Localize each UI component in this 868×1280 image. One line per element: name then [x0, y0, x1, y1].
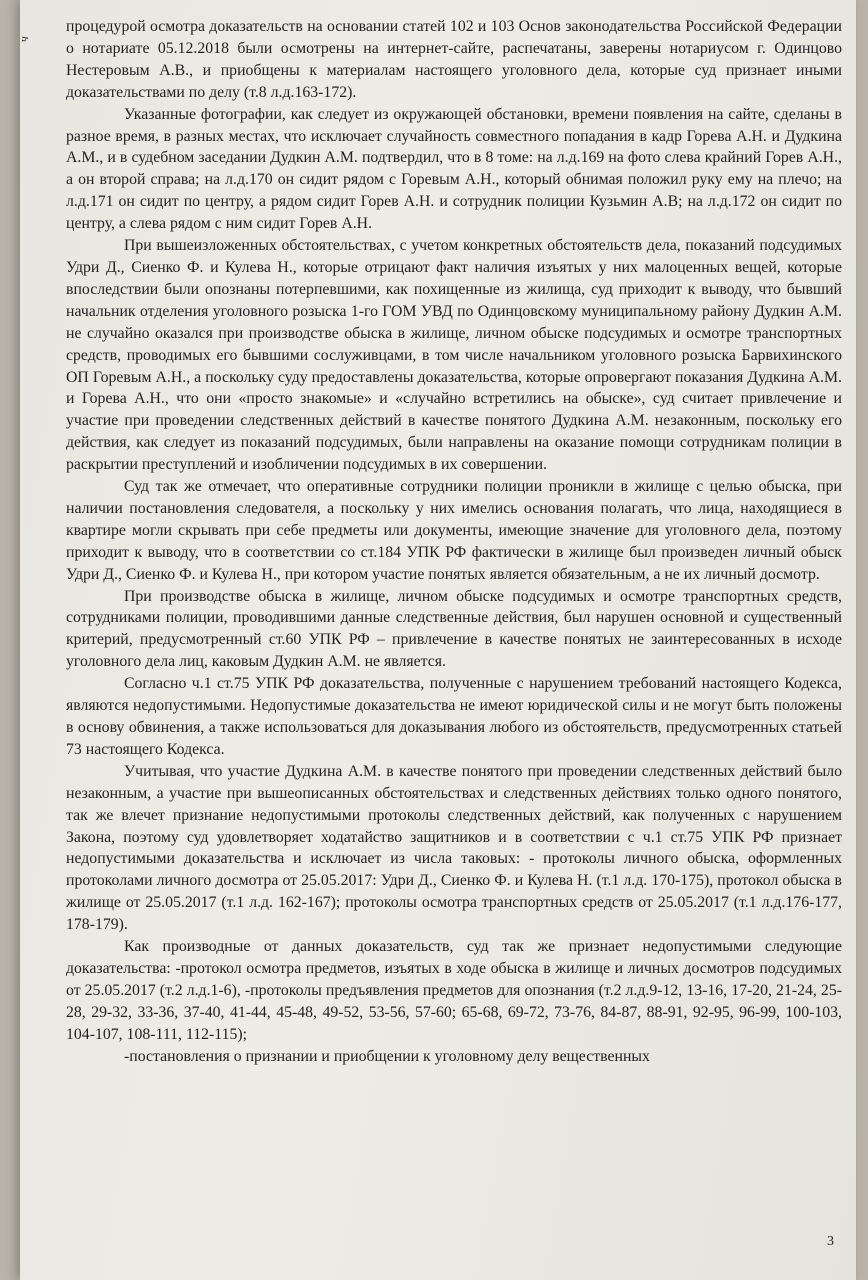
document-page — [16, 0, 856, 1280]
paragraph: Указанные фотографии, как следует из окружающей обстановки, времени появления на сайте, сделаны в разное время, в разных местах, что исключает случайность совместного попадания в кадр Горева А.Н. и Дудкина А.М., и в судебном заседании Дудкин А.М. подтвердил, что в 8 томе: на л.д.169 на фото слева крайний Горев А.Н., а он второй справа; на л.д.170 он сидит рядом с Горевым А.Н., который обнимая положил руку ему на плечо; на л.д.171 он сидит по центру, а рядом сидит Горев А.Н. и сотрудник полиции Кузьмин А.В; на л.д.172 он сидит по центру, а слева рядом с ним сидит Горев А.Н. — [66, 105, 842, 233]
paragraph: -постановления о признании и приобщении к уголовному делу вещественных — [124, 1047, 650, 1065]
page-number: 3 — [827, 1234, 834, 1249]
paragraph: При производстве обыска в жилище, личном обыске подсудимых и осмотре транспортных средств, сотрудниками полиции, проводившими данные следственные действия, был нарушен основной и существенный критерий, предусмотренный ст.60 УПК РФ – привлечение в качестве понятых не заинтересованных в исходе уголовного дела лиц, каковым Дудкин А.М. не является. — [66, 587, 842, 671]
paragraph: Согласно ч.1 ст.75 УПК РФ доказательства, полученные с нарушением требований настоящего Кодекса, являются недопустимыми. Недопустимые доказательства не имеют юридической силы и не могут быть положены в основу обвинения, а также использоваться для доказывания любого из обстоятельств, предусмотренных статьей 73 настоящего Кодекса. — [66, 675, 842, 758]
paragraph: Учитывая, что участие Дудкина А.М. в качестве понятого при проведении следственных действий было незаконным, а участие при вышеописанных обстоятельствах и следственных действиях только одного понятого, так же влечет признание недопустимыми протоколы следственных действий, как полученных с нарушением Закона, поэтому суд удовлетворяет ходатайство защитников и в соответствии с ч.1 ст.75 УПК РФ признает недопустимыми доказательства и исключает из числа таковых: - протоколы личного обыска, оформленных протоколами личного досмотра от 25.05.2017: Удри Д., Сиенко Ф. и Кулева Н. (т.1 л.д. 170-175), протокол обыска в жилище от 25.05.2017 (т.1 л.д. 162-167); протоколы осмотра транспортных средств от 25.05.2017 (т.1 л.д.176-177, 178-179). — [66, 762, 842, 934]
paragraph: Суд так же отмечает, что оперативные сотрудники полиции проникли в жилище с целью обыска, при наличии постановления следователя, а поскольку у них имелись основания полагать, что лица, находящиеся в квартире могли скрывать при себе предметы или документы, имеющие значение для уголовного дела, поэтому приходит к выводу, что в соответствии со ст.184 УПК РФ фактически в жилище был произведен личный обыск Удри Д., Сиенко Ф. и Кулева Н., при котором участие понятых является обязательным, а не их личный досмотр. — [66, 478, 842, 583]
paragraph: При вышеизложенных обстоятельствах, с учетом конкретных обстоятельств дела, показаний подсудимых Удри Д., Сиенко Ф. и Кулева Н., которые отрицают факт наличия изъятых у них малоценных вещей, которые впоследствии были опознаны потерпевшими, как похищенные из жилища, суд приходит к выводу, что бывший начальник отделения уголовного розыска 1-го ГОМ УВД по Одинцовскому муниципальному району Дудкин А.М. не случайно оказался при производстве обыска в жилище, личном обыске подсудимых и осмотре транспортных средств, проводимых его бывшими сослуживцами, в том числе начальником уголовного розыска Барвихинского ОП Горевым А.Н., а поскольку суду предоставлены доказательства, которые опровергают показания Дудкина А.М. и Горева А.Н., что они «просто знакомые» и «случайно встретились на обыске», суд считает привлечение и участие при проведении следственных действий в качестве понятого Дудкина А.М. незаконным, поскольку его действия, как следует из показаний подсудимых, были направлены на оказание помощи сотрудникам полиции в раскрытии преступлений и изобличении подсудимых в их совершении. — [66, 237, 842, 474]
margin-mark: ч — [16, 34, 32, 44]
document-body — [66, 16, 842, 1068]
paragraph: процедурой осмотра доказательств на основании статей 102 и 103 Основ законодательства Российской Федерации о нотариате 05.12.2018 были осмотрены на интернет-сайте, распечатаны, заверены нотариусом г. Одинцово Нестеровым А.В., и приобщены к материалам настоящего уголовного дела, которые суд признает иными доказательствами по делу (т.8 л.д.163-172). — [66, 18, 842, 101]
paragraph: Как производные от данных доказательств, суд так же признает недопустимыми следующие доказательства: -протокол осмотра предметов, изъятых в ходе обыска в жилище и личных досмотров подсудимых от 25.05.2017 (т.2 л.д.1-6), -протоколы предъявления предметов для опознания (т.2 л.д.9-12, 13-16, 17-20, 21-24, 25-28, 29-32, 33-36, 37-40, 41-44, 45-48, 49-52, 53-56, 57-60; 65-68, 69-72, 73-76, 84-87, 88-91, 92-95, 96-99, 100-103, 104-107, 108-111, 112-115); — [66, 938, 842, 1043]
